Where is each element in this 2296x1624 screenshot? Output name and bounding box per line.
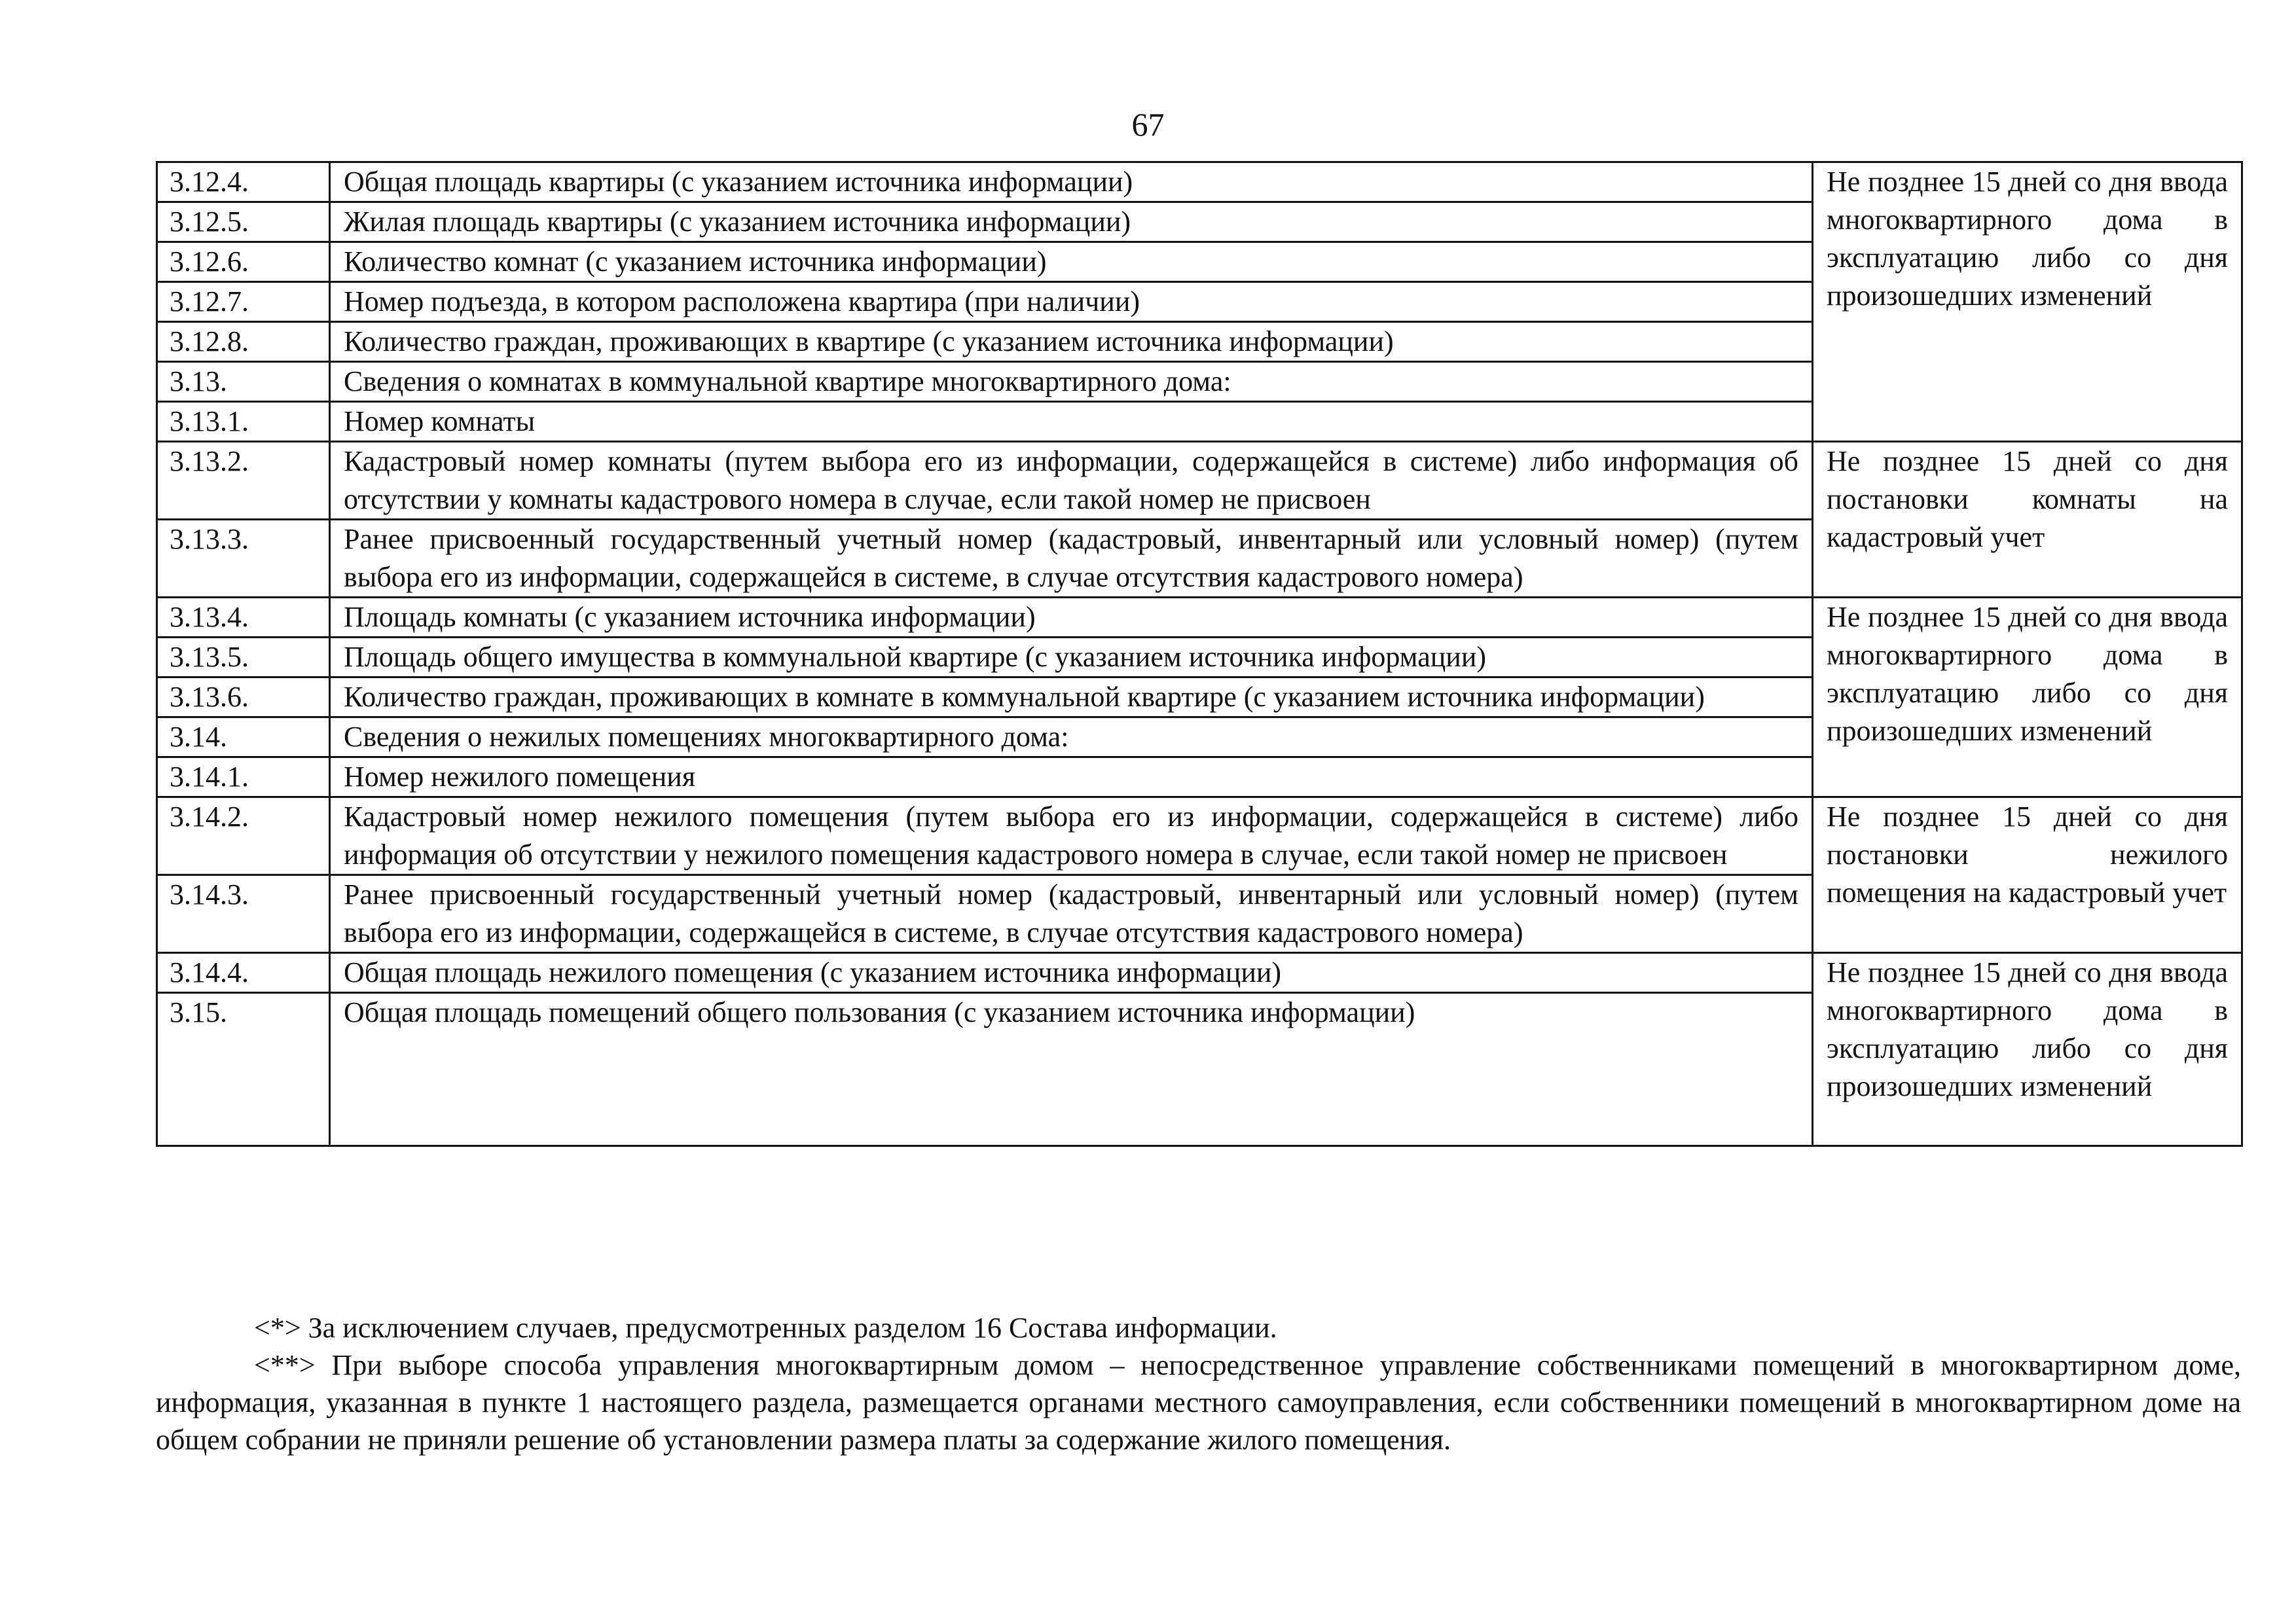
item-number: 3.13. xyxy=(157,362,330,402)
item-number: 3.12.7. xyxy=(157,282,330,322)
table-row xyxy=(157,162,2242,202)
item-description: Площадь комнаты (с указанием источника информации) xyxy=(330,598,1813,638)
footnote-double-asterisk: <**> При выборе способа управления многоквартирным домом – непосредственное управление собственниками помещений в многоквартирном доме, информация, указанная в пункте 1 настоящего раздела, размещается органами местного самоуправления, если собственники помещений в многоквартирном доме на общем собрании не приняли решение об установлении размера платы за содержание жилого помещения. xyxy=(156,1349,2241,1456)
item-number: 3.12.6. xyxy=(157,242,330,282)
item-number: 3.12.5. xyxy=(157,202,330,242)
item-description: Номер подъезда, в котором расположена квартира (при наличии) xyxy=(330,282,1813,322)
item-description: Общая площадь квартиры (с указанием источника информации) xyxy=(330,162,1813,202)
item-number: 3.14.1. xyxy=(157,757,330,797)
item-description: Ранее присвоенный государственный учетный номер (кадастровый, инвентарный или условный номер) (путем выбора его из информации, содержащейся в системе, в случае отсутствия кадастрового номера) xyxy=(330,520,1813,598)
information-table xyxy=(156,161,2243,1147)
footnotes xyxy=(156,1309,2241,1458)
item-number: 3.14.2. xyxy=(157,797,330,875)
item-number: 3.13.5. xyxy=(157,638,330,677)
item-description: Количество граждан, проживающих в квартире (с указанием источника информации) xyxy=(330,322,1813,362)
item-description: Количество комнат (с указанием источника информации) xyxy=(330,242,1813,282)
item-number: 3.12.4. xyxy=(157,162,330,202)
item-description: Сведения о комнатах в коммунальной квартире многоквартирного дома: xyxy=(330,362,1813,402)
table-row xyxy=(157,442,2242,520)
table-row xyxy=(157,797,2242,875)
item-description: Площадь общего имущества в коммунальной квартире (с указанием источника информации) xyxy=(330,638,1813,677)
item-number: 3.14.3. xyxy=(157,875,330,953)
deadline-cell: Не позднее 15 дней со дня постановки нежилого помещения на кадастровый учет xyxy=(1813,797,2242,953)
item-description: Жилая площадь квартиры (с указанием источника информации) xyxy=(330,202,1813,242)
table-row xyxy=(157,953,2242,993)
item-number: 3.13.6. xyxy=(157,677,330,717)
item-number: 3.13.1. xyxy=(157,402,330,442)
item-description: Кадастровый номер комнаты (путем выбора его из информации, содержащейся в системе) либо информация об отсутствии у комнаты кадастрового номера в случае, если такой номер не присвоен xyxy=(330,442,1813,520)
item-description: Сведения о нежилых помещениях многоквартирного дома: xyxy=(330,717,1813,757)
item-description: Общая площадь помещений общего пользования (с указанием источника информации) xyxy=(330,993,1813,1146)
item-description: Номер комнаты xyxy=(330,402,1813,442)
deadline-cell: Не позднее 15 дней со дня постановки комнаты на кадастровый учет xyxy=(1813,442,2242,598)
deadline-cell: Не позднее 15 дней со дня ввода многоквартирного дома в эксплуатацию либо со дня произошедших изменений xyxy=(1813,162,2242,442)
item-number: 3.14.4. xyxy=(157,953,330,993)
item-number: 3.12.8. xyxy=(157,322,330,362)
item-number: 3.13.2. xyxy=(157,442,330,520)
footnote-single-asterisk: <*> За исключением случаев, предусмотренных разделом 16 Состава информации. xyxy=(254,1312,1277,1344)
item-number: 3.13.3. xyxy=(157,520,330,598)
deadline-cell: Не позднее 15 дней со дня ввода многоквартирного дома в эксплуатацию либо со дня произошедших изменений xyxy=(1813,953,2242,1146)
item-description: Кадастровый номер нежилого помещения (путем выбора его из информации, содержащейся в системе) либо информация об отсутствии у нежилого помещения кадастрового номера в случае, если такой номер не присвоен xyxy=(330,797,1813,875)
deadline-cell: Не позднее 15 дней со дня ввода многоквартирного дома в эксплуатацию либо со дня произошедших изменений xyxy=(1813,598,2242,797)
item-number: 3.13.4. xyxy=(157,598,330,638)
item-number: 3.14. xyxy=(157,717,330,757)
item-description: Ранее присвоенный государственный учетный номер (кадастровый, инвентарный или условный номер) (путем выбора его из информации, содержащейся в системе, в случае отсутствия кадастрового номера) xyxy=(330,875,1813,953)
item-number: 3.15. xyxy=(157,993,330,1146)
item-description: Общая площадь нежилого помещения (с указанием источника информации) xyxy=(330,953,1813,993)
page-number: 67 xyxy=(1131,106,1165,143)
item-description: Номер нежилого помещения xyxy=(330,757,1813,797)
table-row xyxy=(157,598,2242,638)
item-description: Количество граждан, проживающих в комнате в коммунальной квартире (с указанием источника информации) xyxy=(330,677,1813,717)
